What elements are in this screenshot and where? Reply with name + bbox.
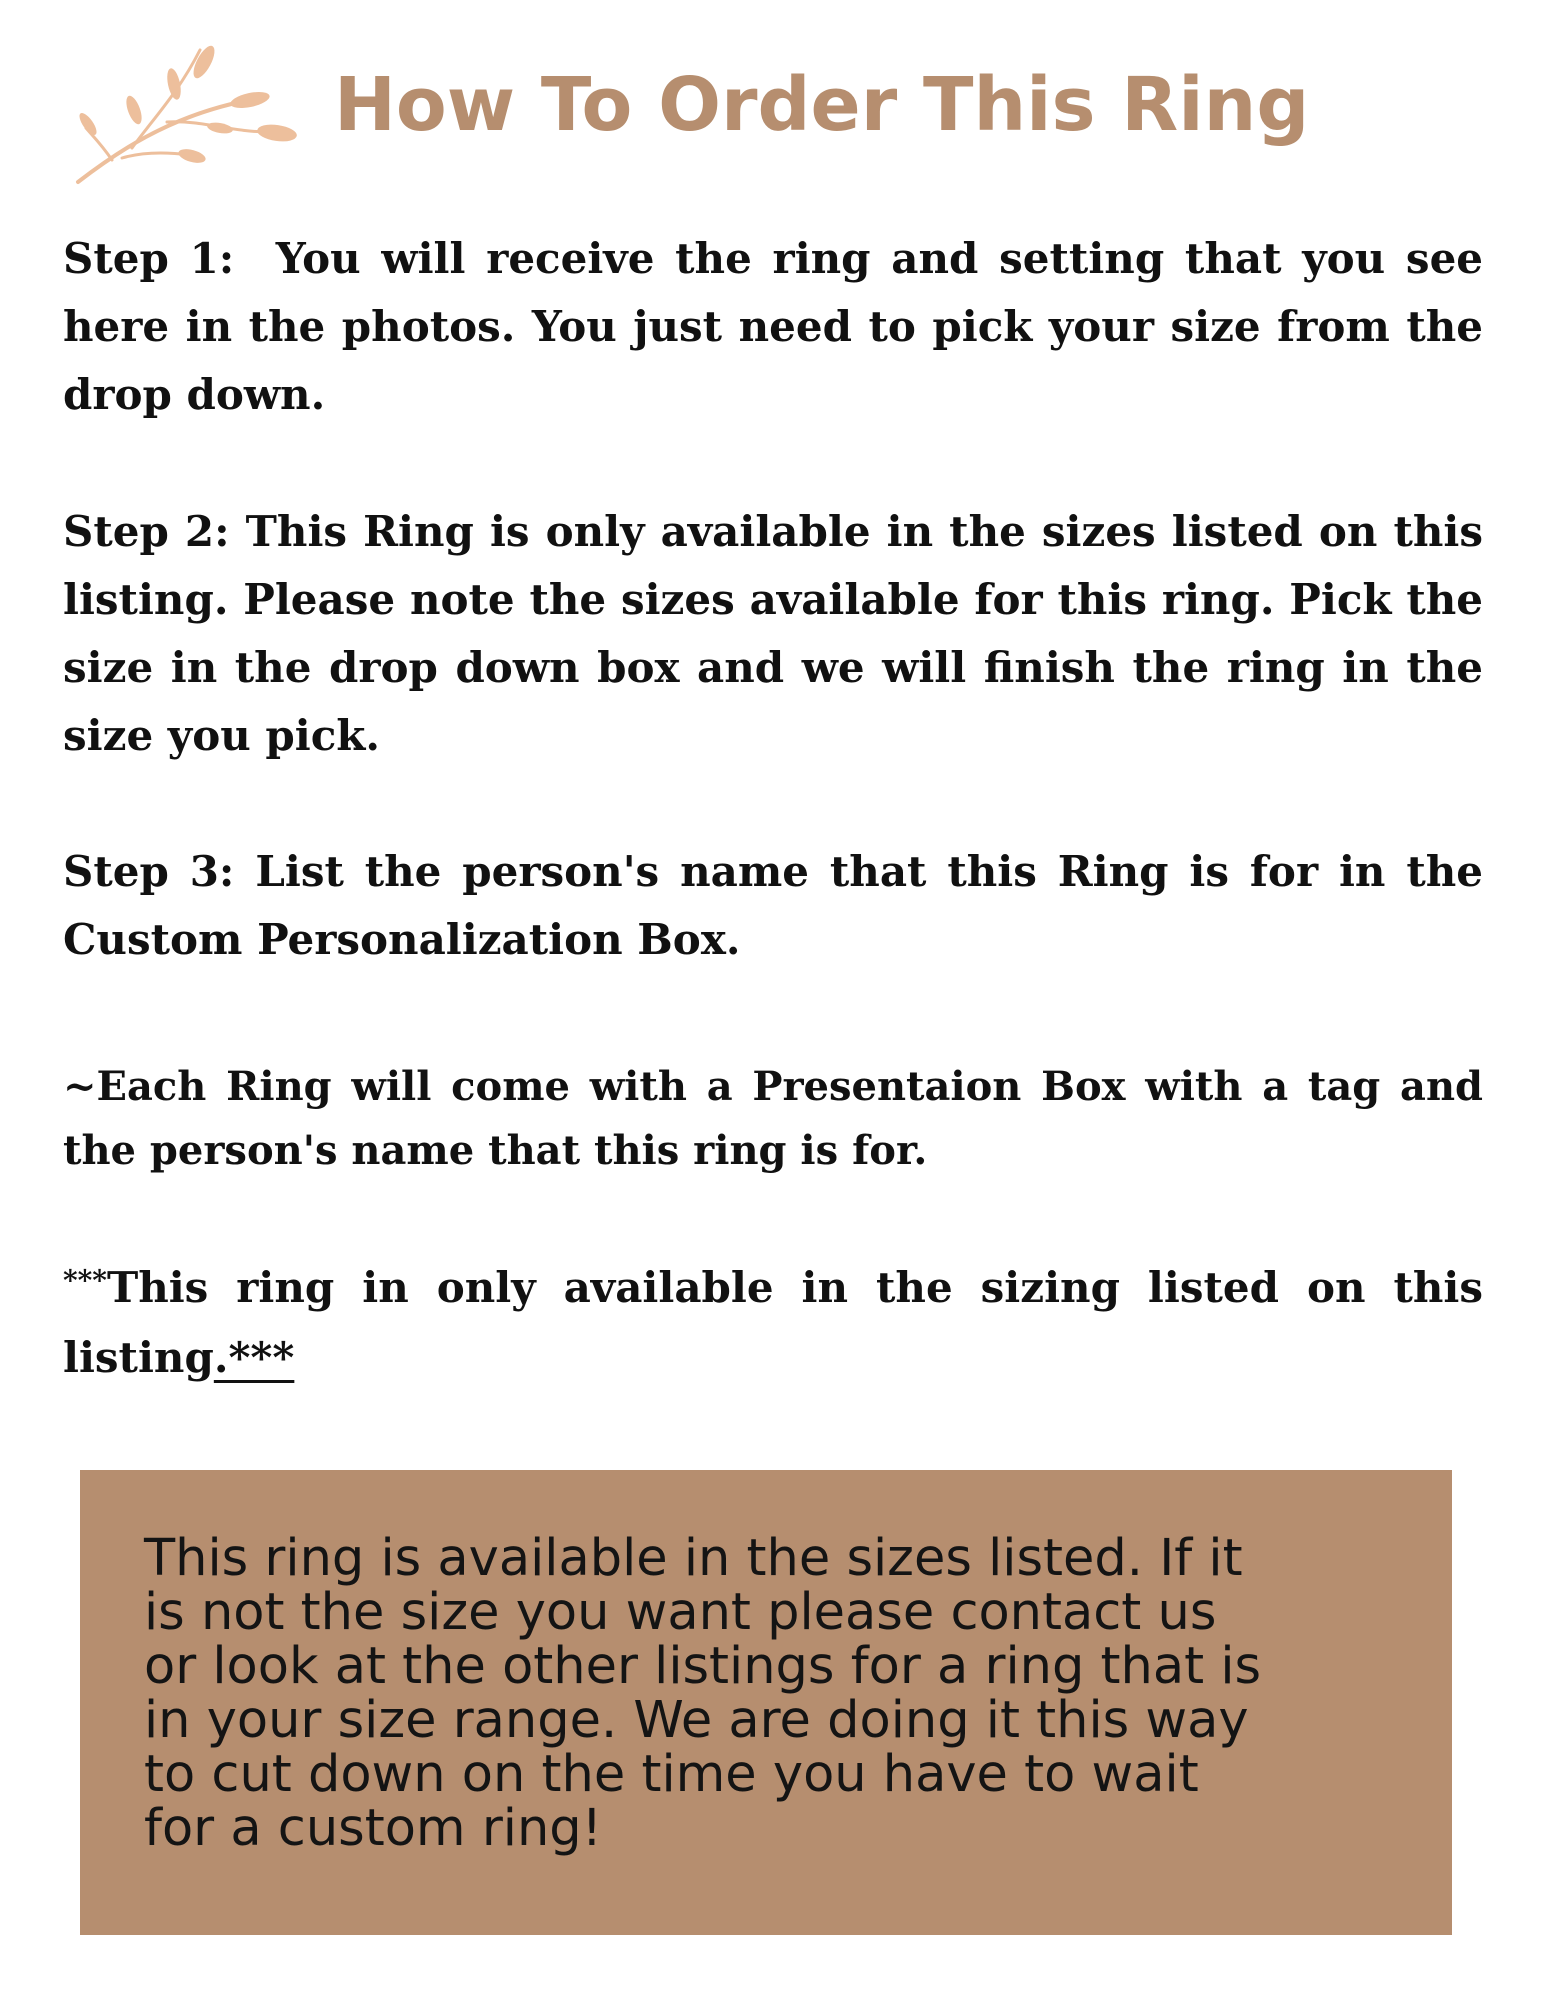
page-title: How To Order This Ring — [334, 62, 1310, 148]
size-callout-box — [80, 1470, 1452, 1935]
step-2-label: Step 2: — [63, 507, 230, 556]
leaf-branch-icon — [72, 40, 302, 190]
step-3-label: Step 3: — [63, 847, 235, 896]
sizing-note-suffix: .*** — [213, 1333, 295, 1382]
step-1-text: You will receive the ring and setting that you see here in the photos. You just need to pick your size from the drop down. — [63, 234, 1484, 419]
sizing-note — [63, 1246, 1483, 1393]
step-3-text: List the person's name that this Ring is for in the Custom Personalization Box. — [63, 847, 1483, 964]
sizing-note-text: This ring in only available in the sizing listed on this listing — [63, 1263, 1483, 1382]
step-2-text: This Ring is only available in the sizes listed on this listing. Please note the sizes available for this ring. Pick the size in the drop down box and we will finish the ring in the size you pick. — [63, 507, 1484, 760]
sizing-note-prefix: *** — [63, 1264, 107, 1297]
step-1-label: Step 1: — [63, 234, 235, 283]
step-1 — [63, 225, 1483, 429]
step-2 — [63, 498, 1483, 770]
size-callout-text: This ring is available in the sizes listed. If it is not the size you want please contact us or look at the other listings for a ring that is in your size range. We are doing it this way to cut down on the time you have to wait for a custom ring! — [144, 1529, 1262, 1858]
step-3 — [63, 838, 1483, 974]
presentation-note: ~Each Ring will come with a Presentaion Box with a tag and the person's name that this ring is for. — [63, 1063, 1483, 1174]
page-header — [72, 40, 1472, 190]
